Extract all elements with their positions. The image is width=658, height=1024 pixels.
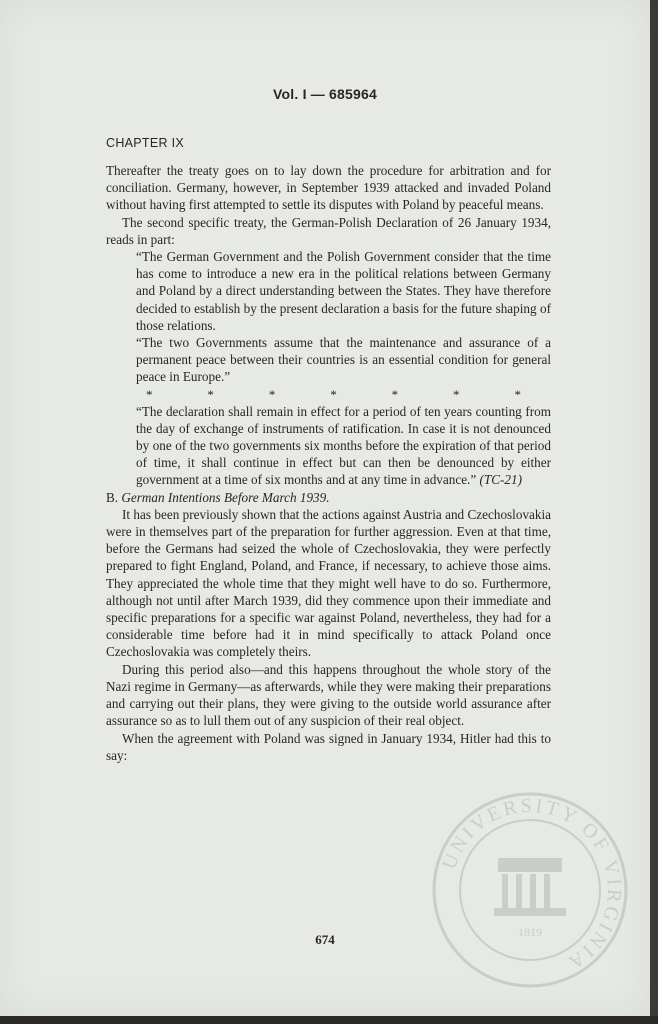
section-heading [106,489,551,506]
section-letter: B. [106,489,119,505]
page-number: 674 [315,932,335,947]
star: * [146,386,153,402]
quote-1: “The German Government and the Polish Government consider that the time has come to introduce a new era in the political relations between Germany and Poland by a direct understanding between the States. They have therefore decided to establish by the present declaration a basis for the future shaping of those relations. [136,249,551,333]
paragraph-5: When the agreement with Poland was signed in January 1934, Hitler had this to say: [106,730,551,763]
star: * [391,386,399,402]
quote-3 [136,403,551,489]
quote-3-text: “The declaration shall remain in effect for a period of ten years counting from the day of exchange of instruments of ratification. In case it is not denounced by one of the two governments six months before the expiration of that period of time, it shall continue in effect but can then be denounced by either government at a time of six months and at any time in advance.” [136,403,551,488]
paragraph-4: During this period also—and this happens throughout the whole story of the Nazi regime in Germany—as afterwards, while they were making their preparations and carrying out their plans, they were giving to the outside world assurance after assurance so as to lull them out of any suspicion of their real object. [106,661,551,729]
seal-text: UNIVERSITY OF VIRGINIA [438,794,626,975]
star: * [514,386,521,402]
scan-edge-right [650,0,658,1024]
star: * [453,386,460,402]
star: * [330,386,337,402]
block-quote [136,248,551,489]
quote-2: “The two Governments assume that the maintenance and assurance of a permanent peace between their countries is an essential condition for general peace in Europe.” [136,335,551,385]
star: * [207,386,214,402]
seal-year: 1819 [518,925,542,939]
paragraph-3: It has been previously shown that the actions against Austria and Czechoslovakia were in themselves part of the preparation for further aggression. Even at that time, before the Germans had seized the whole of Czechoslovakia, they were perfectly prepared to fight England, Poland, and France, if necessary, to achieve those aims. They appreciated the whole time that they might well have to do so. Furthermore, although not until after March 1939, did they commence upon their immediate and specific preparations for a specific war against Poland, nevertheless, they had for a considerable time before had it in mind specifically to attack Poland once Czechoslovakia was completely theirs. [106,506,551,660]
quote-3-reference: (TC-21) [479,472,523,488]
body-text [106,162,551,764]
chapter-heading: CHAPTER IX [106,136,185,150]
paragraph-1: Thereafter the treaty goes on to lay down the procedure for arbitration and for conciliation. Germany, however, in September 1939 attacked and invaded Poland without having first attempted to settle its disputes with Poland by peaceful means. [106,163,551,213]
volume-header: Vol. I — 685964 [273,86,377,102]
ellipsis-stars [136,388,551,402]
university-seal-watermark [430,790,630,990]
scan-edge-bottom [0,1016,658,1024]
paragraph-2: The second specific treaty, the German-Polish Declaration of 26 January 1934, reads in part: [106,214,551,247]
star: * [268,386,276,402]
section-title: German Intentions Before March 1939. [121,489,330,505]
